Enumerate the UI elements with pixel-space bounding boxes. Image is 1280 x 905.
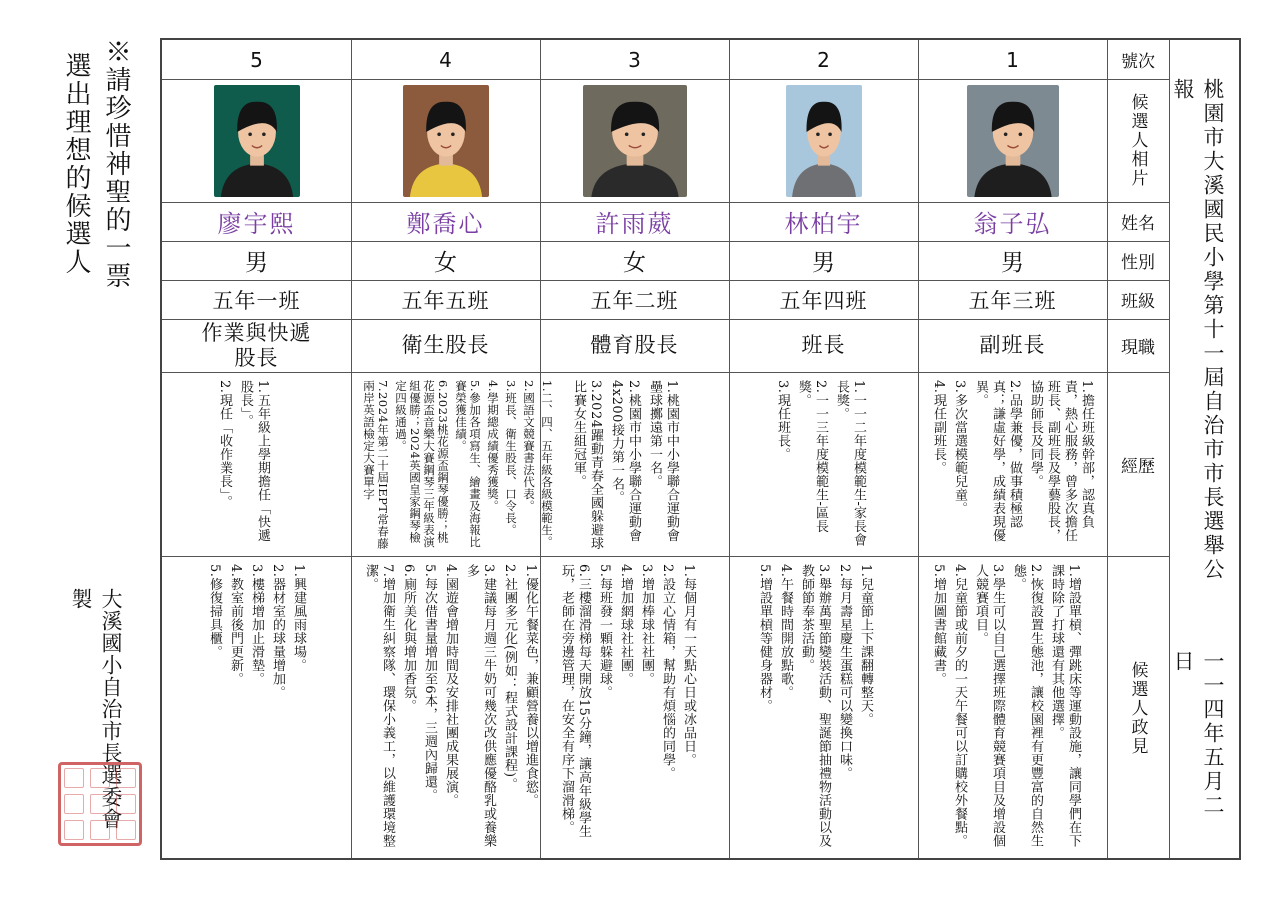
- portrait-graphic: [214, 85, 300, 197]
- list-item: 3.樓梯增加止滑墊。: [249, 564, 264, 686]
- list-item: 4.園遊會增加時間及安排社團成果展演。: [443, 564, 458, 807]
- candidate-number: 5: [250, 47, 263, 72]
- list-item: 3.增加棒球社社團。: [639, 564, 654, 686]
- candidate-number: 2: [817, 47, 830, 72]
- list-item: 2.每月壽星慶生蛋糕可以變換口味。: [837, 564, 852, 780]
- candidate-gender: 男: [812, 250, 835, 276]
- list-item: 1.優化午餐菜色，兼顧營養以增進食慾。: [523, 564, 538, 807]
- candidate-role: 體育股長: [590, 333, 679, 357]
- list-item: 1.二、四、五年級各級模範生。: [540, 380, 554, 548]
- candidate-experience: [212, 380, 271, 552]
- list-item: 2.現任「收作業長」。: [217, 380, 232, 509]
- list-item: 1.桃園市中小學聯合運動會壘球擲遠第一名。: [647, 380, 679, 542]
- portrait-graphic: [403, 85, 489, 197]
- candidate-class: 五年二班: [590, 288, 679, 313]
- list-item: 1.擔任班級幹部，認真負責，熱心服務，曾多次擔任班長、副班長及學藝股長，協助師長及同學。: [1028, 380, 1094, 542]
- candidate-name: 許雨葳: [595, 210, 674, 238]
- list-item: 4.增加網球社社團。: [618, 564, 633, 686]
- candidate-number: 3: [628, 47, 641, 72]
- candidate-experience: [926, 380, 1095, 552]
- header-photo: 候選人相片: [1127, 93, 1148, 188]
- list-item: 5.每班發一顆躲避球。: [597, 564, 612, 699]
- candidate-photo: [403, 85, 489, 197]
- candidate-platform: [752, 564, 874, 854]
- list-item: 2.桃園市中小學聯合運動會4x200接力第一名。: [609, 380, 641, 542]
- list-item: 4.學期總成績優秀獲獎。: [486, 380, 500, 512]
- candidate-platform: [926, 564, 1082, 854]
- candidate-name: 廖宇熙: [217, 210, 296, 238]
- list-item: 4.教室前後門更新。: [228, 564, 243, 686]
- candidate-class: 五年三班: [968, 288, 1057, 313]
- list-item: 2.社團多元化(例如：程式設計課程)。: [502, 564, 517, 792]
- list-item: 6.廁所美化與增加香氛。: [401, 564, 416, 713]
- candidate-class: 五年五班: [401, 288, 490, 313]
- header-role: 現職: [1121, 338, 1155, 358]
- list-item: 3.學生可以自己選擇班際體育競賽項目及增設個人競賽項目。: [973, 564, 1005, 848]
- list-item: 3.班長、衛生股長、口令長。: [504, 380, 518, 536]
- candidate-platform: [202, 564, 307, 854]
- slogan: [61, 38, 136, 558]
- candidate-photo: [967, 85, 1059, 197]
- candidate-photo: [583, 85, 687, 197]
- list-item: 1.每個月有一天點心日或冰品日。: [681, 564, 696, 767]
- list-item: 7.2024年第二十屆IEPT常春藤兩岸英語檢定大賽單字: [362, 380, 390, 550]
- list-item: 4.現任副班長。: [931, 380, 946, 475]
- header-gender: 性別: [1121, 253, 1155, 273]
- candidate-name: 翁子弘: [973, 210, 1052, 238]
- list-item: 5.增設單槓等健身器材。: [757, 564, 772, 713]
- list-item: 2.器材室的球量增加。: [270, 564, 285, 699]
- bulletin-date: 一一四年五月二日: [1171, 650, 1225, 818]
- list-item: 6.三樓溜滑梯每天開放15分鐘，讓高年級學生玩，老師在旁邊管理，在安全有序下溜滑梯。: [559, 564, 591, 838]
- official-seal: [58, 762, 142, 846]
- portrait-graphic: [583, 85, 687, 197]
- candidate-experience: [358, 380, 554, 552]
- list-item: 5.修復掃具櫃。: [207, 564, 222, 659]
- candidate-gender: 男: [245, 250, 268, 276]
- candidate-experience: [566, 380, 680, 552]
- list-item: 2.設立心情箱，幫助有煩惱的同學。: [660, 564, 675, 780]
- candidate-role: 衛生股長: [401, 333, 490, 357]
- header-name: 姓名: [1121, 214, 1155, 234]
- list-item: 5.增加圖書館藏書。: [931, 564, 946, 686]
- header-number: 號次: [1121, 52, 1155, 72]
- candidate-platform: [554, 564, 697, 854]
- list-item: 1.增設單槓、彈跳床等運動設施，讓同學們在下課時除了打球還有其他選擇。: [1049, 564, 1081, 848]
- list-item: 3.現任班長。: [775, 380, 790, 461]
- bulletin-title: 桃園市大溪國民小學第十一屆自治市市長選舉公報: [1171, 78, 1225, 582]
- list-item: 2.恢復設置生態池，讓校園裡有更豐富的自然生態。: [1011, 564, 1043, 848]
- list-item: 6.2023桃花源盃鋼琴優勝；桃花源盃音樂大賽鋼琴三年級表演組優勝；2024英國皇家鋼琴檢定四級通過。: [394, 380, 450, 548]
- list-item: 3.舉辦萬聖節變裝活動、聖誕節抽禮物活動以及教師節奉茶活動。: [799, 564, 831, 848]
- header-class: 班級: [1121, 292, 1155, 312]
- list-item: 1.五年級上學期擔任「快遞股長」。: [238, 380, 270, 542]
- candidate-role: 班長: [801, 333, 846, 357]
- list-item: 1.一一二年度模範生-家長會長獎。: [834, 380, 866, 547]
- candidate-photo: [214, 85, 300, 197]
- candidate-class: 五年一班: [212, 288, 301, 313]
- candidate-photo: [786, 85, 862, 197]
- list-item: 3.多次當選模範兒童。: [952, 380, 967, 515]
- list-item: 4.午餐時間開放點歌。: [778, 564, 793, 699]
- candidate-gender: 女: [434, 250, 457, 276]
- slogan-line-1: ※請珍惜神聖的一票: [101, 38, 131, 290]
- candidate-experience: [770, 380, 867, 552]
- candidate-role: 作業與快遞股長: [201, 320, 312, 370]
- candidate-class: 五年四班: [779, 288, 868, 313]
- candidate-name: 林柏宇: [784, 210, 863, 238]
- list-item: 2.一一三年度模範生-區長獎。: [796, 380, 828, 534]
- list-item: 5.參加各項寫生、繪畫及海報比賽榮獲佳績。: [454, 380, 482, 548]
- slogan-line-2: 選出理想的候選人: [61, 52, 91, 276]
- header-platform: 候選人政見: [1127, 660, 1148, 756]
- candidate-gender: 男: [1001, 250, 1024, 276]
- header-experience: 經歷: [1121, 456, 1155, 477]
- list-item: 7.增加衛生糾察隊、環保小義工，以維護環境整潔。: [363, 564, 395, 848]
- list-item: 3.2024躍動青春全國躲避球比賽女生組冠軍。: [571, 380, 603, 550]
- candidate-platform: [358, 564, 539, 854]
- election-bulletin-table: [160, 38, 1241, 860]
- candidate-role: 副班長: [979, 333, 1046, 357]
- list-item: 1.兒童節上下課翻轉整天。: [858, 564, 873, 726]
- candidate-gender: 女: [623, 250, 646, 276]
- organizer-label: 大溪國小自治市長選委會製: [69, 588, 123, 830]
- portrait-graphic: [967, 85, 1059, 197]
- list-item: 5.每次借書量增加至6本，三週內歸還。: [422, 564, 437, 803]
- candidate-number: 4: [439, 47, 452, 72]
- list-item: 3.建議每月週三牛奶可幾次改供應優酪乳或養樂多: [464, 564, 496, 848]
- list-item: 1.興建風雨球場。: [291, 564, 306, 672]
- list-item: 2.國語文競賽書法代表。: [522, 380, 536, 512]
- candidate-number: 1: [1006, 47, 1019, 72]
- list-item: 2.品學兼優，做事積極認真；謙虛好學，成績表現優異。: [973, 380, 1022, 542]
- list-item: 4.兒童節或前夕的一天午餐可以訂購校外餐點。: [952, 564, 967, 848]
- portrait-graphic: [786, 85, 862, 197]
- candidate-name: 鄭喬心: [406, 210, 485, 238]
